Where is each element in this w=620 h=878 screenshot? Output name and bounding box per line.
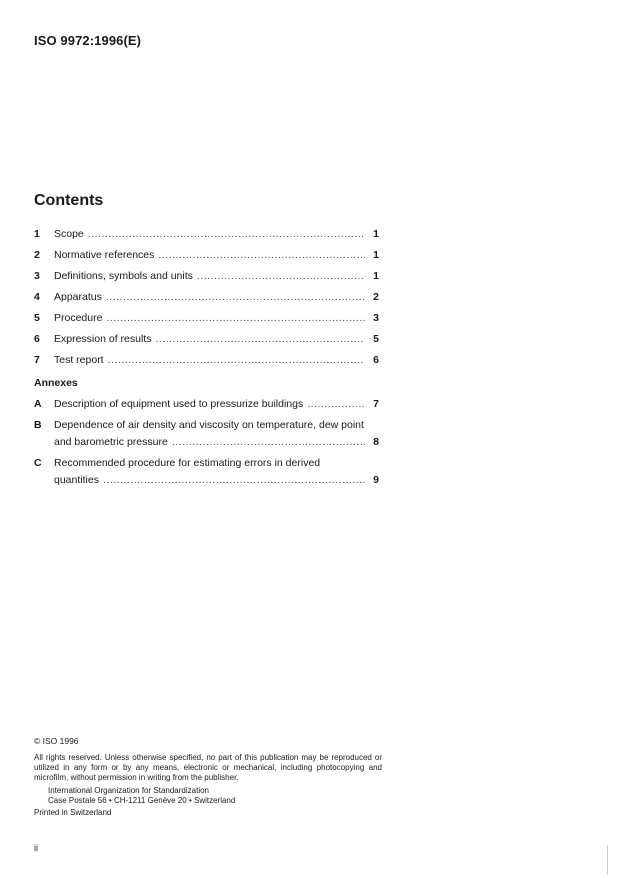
toc-entry-number: C <box>34 457 42 469</box>
toc-entry-title: Expression of results <box>54 333 152 345</box>
toc-entry-page: 2 <box>373 291 379 303</box>
page-number: ii <box>34 843 38 853</box>
toc-entry-title-continued: and barometric pressure <box>54 436 168 448</box>
toc-entry-number: A <box>34 398 42 410</box>
toc-entry-3[interactable] <box>34 270 379 283</box>
toc-entry-title: Description of equipment used to pressurize buildings <box>54 398 304 410</box>
toc-annex-a[interactable] <box>34 398 379 411</box>
toc-entry-1[interactable] <box>34 228 379 241</box>
toc-entry-7[interactable] <box>34 354 379 367</box>
dot-leader <box>106 312 365 325</box>
toc-entry-number: 1 <box>34 228 40 240</box>
table-of-contents <box>34 228 379 487</box>
document-id: ISO 9972:1996(E) <box>34 33 142 48</box>
dot-leader <box>158 249 365 262</box>
dot-leader <box>155 333 365 346</box>
toc-entry-number: B <box>34 419 42 431</box>
toc-entry-title: Test report <box>54 354 104 366</box>
toc-entry-title: Apparatus <box>54 291 102 303</box>
toc-entry-page: 5 <box>373 333 379 345</box>
toc-entry-4[interactable] <box>34 291 379 304</box>
toc-annex-c[interactable] <box>34 457 379 487</box>
toc-entry-number: 6 <box>34 333 40 345</box>
toc-annex-b[interactable] <box>34 419 379 449</box>
toc-entry-page: 3 <box>373 312 379 324</box>
toc-entry-2[interactable] <box>34 249 379 262</box>
dot-leader <box>197 270 365 283</box>
toc-entry-page: 8 <box>373 436 379 448</box>
toc-entry-page: 1 <box>373 228 379 240</box>
toc-entry-6[interactable] <box>34 333 379 346</box>
toc-entry-number: 4 <box>34 291 40 303</box>
dot-leader <box>106 291 365 304</box>
toc-entry-title-continued: quantities <box>54 474 99 486</box>
organization-address: Case Postale 56 • CH-1211 Genève 20 • Switzerland <box>48 796 236 805</box>
rights-statement: All rights reserved. Unless otherwise specified, no part of this publication may be reproduced or utilized in any form or by any means, electronic or mechanical, including photocopying and microfilm, without permission in writing from the publisher. <box>34 753 382 782</box>
toc-entry-number: 5 <box>34 312 40 324</box>
dot-leader <box>108 354 365 367</box>
toc-entry-5[interactable] <box>34 312 379 325</box>
toc-entry-title: Dependence of air density and viscosity on temperature, dew point <box>54 419 364 431</box>
dot-leader <box>307 398 365 411</box>
toc-entry-number: 7 <box>34 354 40 366</box>
toc-entry-title: Recommended procedure for estimating errors in derived <box>54 457 321 469</box>
organization-name: International Organization for Standardization <box>48 786 209 795</box>
toc-entry-title: Definitions, symbols and units <box>54 270 193 282</box>
copyright-notice <box>34 736 382 818</box>
dot-leader <box>88 228 365 241</box>
toc-entry-number: 2 <box>34 249 40 261</box>
toc-entry-title: Normative references <box>54 249 155 261</box>
toc-entry-title: Procedure <box>54 312 103 324</box>
toc-entry-page: 7 <box>373 398 379 410</box>
toc-entry-number: 3 <box>34 270 40 282</box>
contents-heading: Contents <box>34 192 104 209</box>
dot-leader <box>172 436 365 449</box>
printed-in: Printed in Switzerland <box>34 808 112 817</box>
copyright-line: © ISO 1996 <box>34 736 79 746</box>
toc-entry-page: 1 <box>373 270 379 282</box>
toc-entry-page: 1 <box>373 249 379 261</box>
annexes-heading: Annexes <box>34 377 78 389</box>
toc-entry-page: 6 <box>373 354 379 366</box>
toc-entry-title: Scope <box>54 228 84 240</box>
dot-leader <box>103 474 365 487</box>
toc-entry-page: 9 <box>373 474 379 486</box>
page-edge-line <box>607 845 608 875</box>
